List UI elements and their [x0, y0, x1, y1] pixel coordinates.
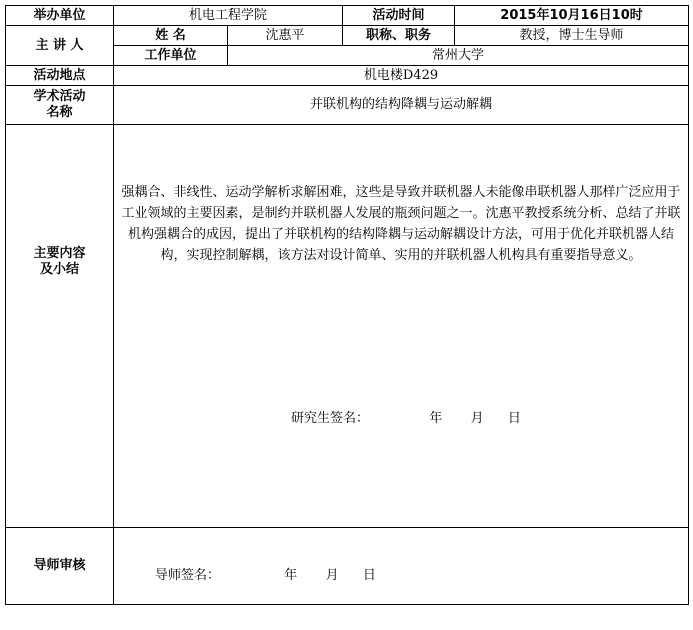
activity-name-label-line2: 名称	[46, 105, 73, 120]
title-value: 教授，博士生导师	[455, 26, 689, 46]
advisor-signature-line	[155, 568, 376, 584]
review-label: 导师审核	[6, 528, 114, 605]
row-location	[6, 66, 689, 86]
advisor-date-day: 日	[362, 568, 376, 583]
activity-time-value: 2015年10月16日10时	[455, 6, 689, 26]
activity-name-value: 并联机构的结构降耦与运动解耦	[114, 86, 689, 125]
summary-label-line1: 主要内容	[33, 246, 86, 261]
activity-name-label-line1: 学术活动	[33, 89, 86, 104]
workplace-value: 常州大学	[228, 46, 689, 66]
review-content	[114, 528, 689, 605]
summary-label-line2: 及小结	[39, 262, 79, 277]
row-activity-name	[6, 86, 689, 125]
workplace-label: 工作单位	[114, 46, 228, 66]
advisor-date-month: 月	[325, 568, 339, 583]
advisor-date-year: 年	[284, 568, 298, 583]
summary-content	[114, 125, 689, 528]
location-value: 机电楼D429	[114, 66, 689, 86]
title-label: 职称、职务	[343, 26, 455, 46]
row-speaker	[6, 26, 689, 46]
activity-name-label	[6, 86, 114, 125]
student-date-month: 月	[470, 411, 484, 426]
summary-label	[6, 125, 114, 528]
speaker-label: 主 讲 人	[6, 26, 114, 66]
summary-text: 强耦合、非线性、运动学解析求解困难，这些是导致并联机器人未能像串联机器人那样广泛应用于工业领域的主要因素，是制约并联机器人发展的瓶颈问题之一。沈惠平教授系统分析、总结了并联机构强耦合的成因，提出了并联机构的结构降耦与运动解耦设计方法，可用于优化并联机器人结构，实现控制解耦，该方法对设计简单、实用的并联机器人机构具有重要指导意义。	[121, 185, 681, 263]
location-label: 活动地点	[6, 66, 114, 86]
name-label: 姓 名	[114, 26, 228, 46]
activity-time-label: 活动时间	[343, 6, 455, 26]
name-value: 沈惠平	[228, 26, 343, 46]
student-signature-line	[291, 411, 521, 427]
student-date-year: 年	[429, 411, 443, 426]
seminar-record-form	[5, 5, 689, 605]
row-summary	[6, 125, 689, 528]
student-sign-label: 研究生签名：	[291, 411, 370, 426]
host-unit-label: 举办单位	[6, 6, 114, 26]
host-unit-value: 机电工程学院	[114, 6, 343, 26]
row-review	[6, 528, 689, 605]
row-host-time	[6, 6, 689, 26]
student-date-day: 日	[507, 411, 521, 426]
advisor-sign-label: 导师签名：	[155, 568, 221, 583]
